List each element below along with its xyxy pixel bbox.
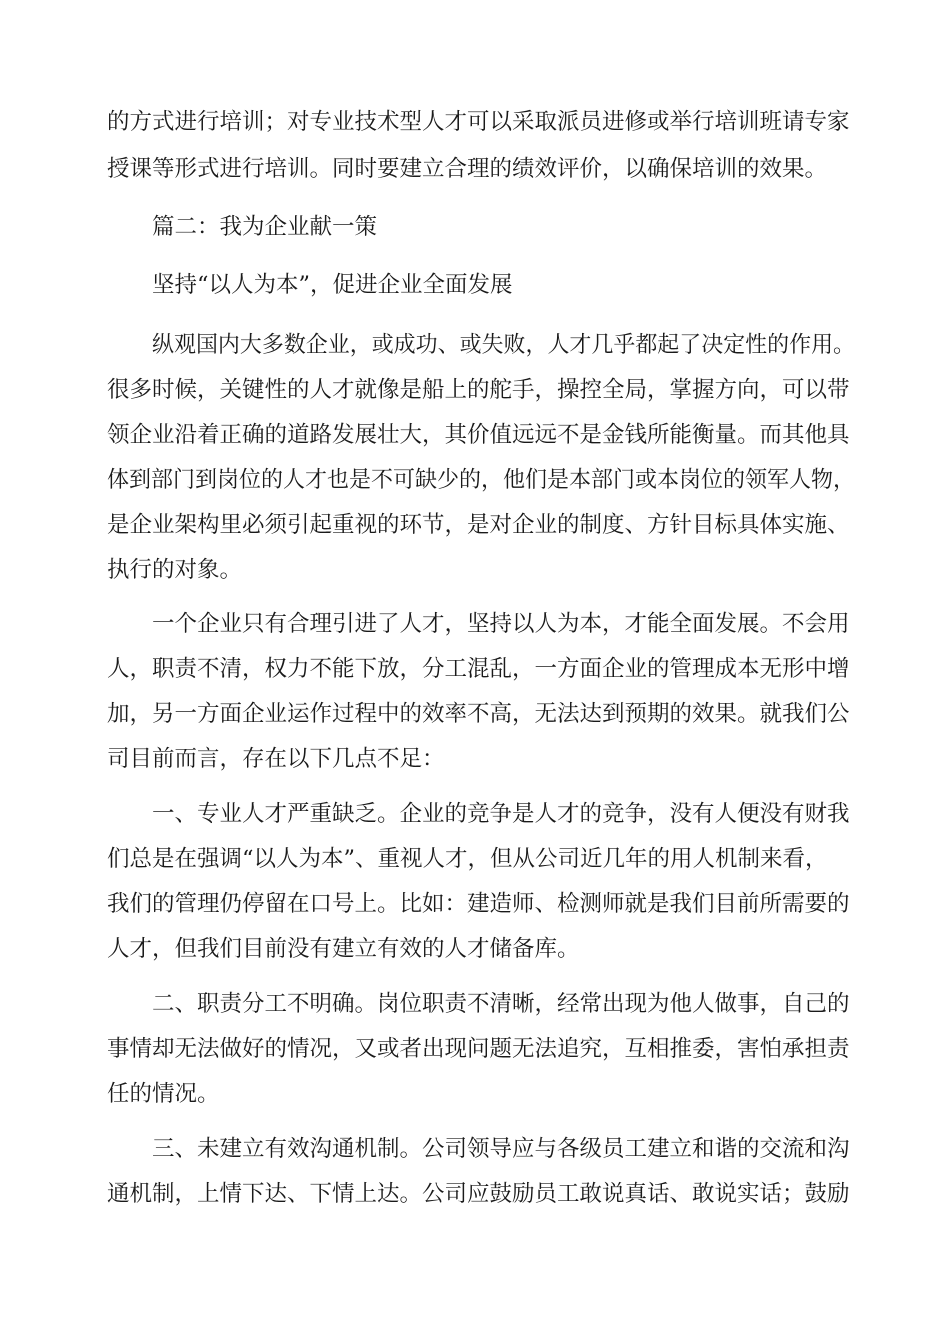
text-line: 司目前而言，存在以下几点不足： [107, 746, 445, 772]
text-line: 领企业沿着正确的道路发展壮大，其价值远远不是金钱所能衡量。而其他具 [107, 422, 850, 448]
text-line: 人，职责不清，权力不能下放，分工混乱，一方面企业的管理成本无形中增 [107, 656, 850, 682]
text-line: 二、职责分工不明确。岗位职责不清晰，经常出现为他人做事，自己的 [152, 991, 850, 1017]
section-subtitle: 坚持“以人为本”，促进企业全面发展 [152, 272, 513, 298]
text-line: 任的情况。 [107, 1081, 220, 1107]
text-line: 很多时候，关键性的人才就像是船上的舵手，操控全局，掌握方向，可以带 [107, 377, 850, 403]
text-line: 们总是在强调“以人为本”、重视人才，但从公司近几年的用人机制来看， [107, 846, 828, 872]
text-line: 我们的管理仍停留在口号上。比如：建造师、检测师就是我们目前所需要的 [107, 891, 850, 917]
text-line: 通机制，上情下达、下情上达。公司应鼓励员工敢说真话、敢说实话；鼓励 [107, 1181, 850, 1207]
text-line: 体到部门到岗位的人才也是不可缺少的，他们是本部门或本岗位的领军人物， [107, 467, 856, 493]
section-heading: 篇二：我为企业献一策 [152, 214, 378, 240]
text-line: 授课等形式进行培训。同时要建立合理的绩效评价，以确保培训的效果。 [107, 156, 828, 182]
text-line: 纵观国内大多数企业，或成功、或失败，人才几乎都起了决定性的作用。 [152, 332, 856, 358]
text-line: 执行的对象。 [107, 557, 243, 583]
text-line: 是企业架构里必须引起重视的环节，是对企业的制度、方针目标具体实施、 [107, 512, 850, 538]
text-line: 人才，但我们目前没有建立有效的人才储备库。 [107, 936, 580, 962]
text-line: 一、专业人才严重缺乏。企业的竞争是人才的竞争，没有人便没有财我 [152, 801, 850, 827]
text-line: 三、未建立有效沟通机制。公司领导应与各级员工建立和谐的交流和沟 [152, 1136, 850, 1162]
text-line: 的方式进行培训；对专业技术型人才可以采取派员进修或举行培训班请专家 [107, 109, 850, 135]
text-line: 事情却无法做好的情况，又或者出现问题无法追究，互相推委，害怕承担责 [107, 1036, 850, 1062]
text-line: 一个企业只有合理引进了人才，坚持以人为本，才能全面发展。不会用 [152, 611, 850, 637]
text-line: 加，另一方面企业运作过程中的效率不高，无法达到预期的效果。就我们公 [107, 701, 850, 727]
